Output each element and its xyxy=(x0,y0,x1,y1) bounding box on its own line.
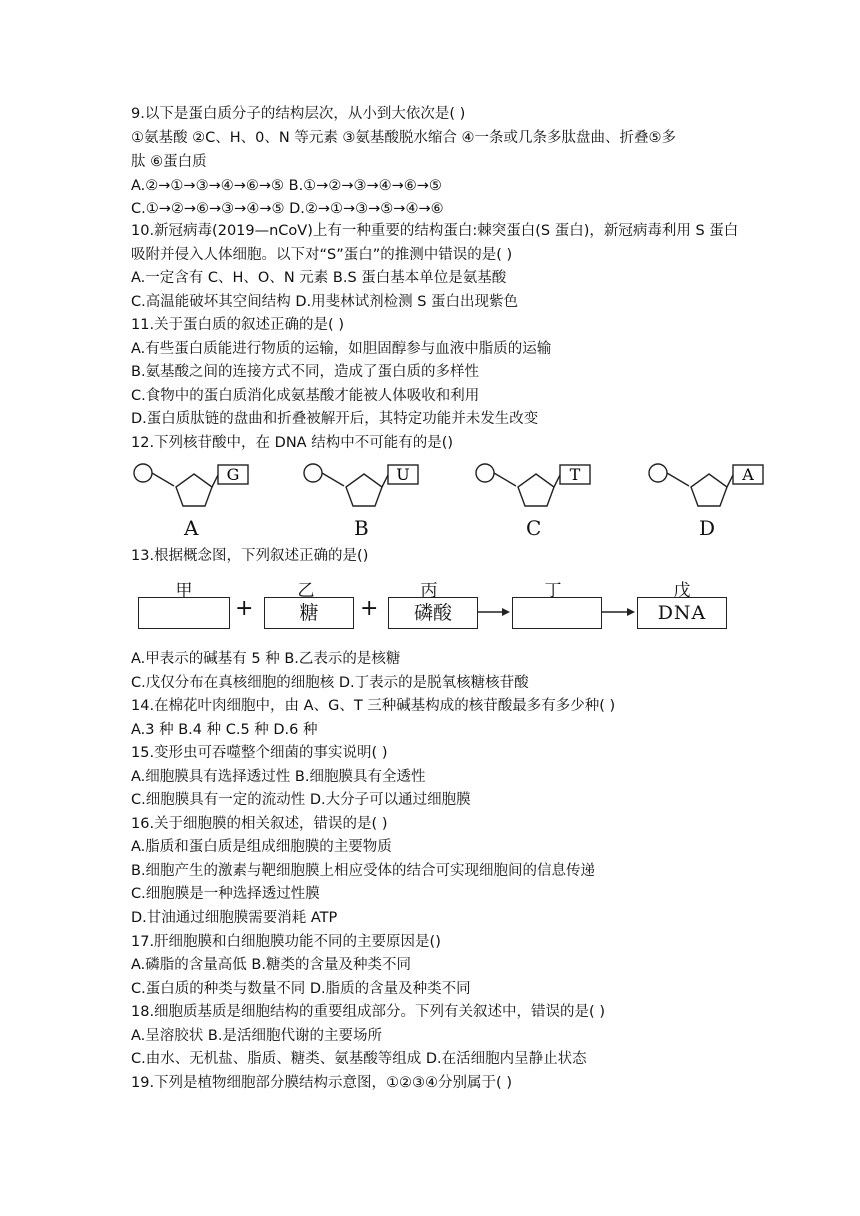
line-q12: 12.下列核苷酸中，在 DNA 结构中不可能有的是() xyxy=(131,435,454,451)
nucleotide-c-label: C xyxy=(526,516,542,540)
concept-header-wu: 戊 xyxy=(673,581,691,601)
line-q11: 11.关于蛋白质的叙述正确的是( ) xyxy=(131,317,344,333)
concept-header-jia: 甲 xyxy=(175,581,193,601)
concept-header-bing: 丙 xyxy=(420,581,438,601)
line-q15: 15.变形虫可吞噬整个细菌的事实说明( ) xyxy=(131,745,388,761)
line-q9-items: ①氨基酸 ②C、H、0、N 等元素 ③氨基酸脱水缩合 ④一条或几条多肽盘曲、折叠⑤多 xyxy=(131,130,677,146)
line-q13-options-cd: C.戊仅分布在真核细胞的细胞核 D.丁表示的是脱氧核糖核苷酸 xyxy=(131,675,529,691)
line-q10-options-cd: C.高温能破坏其空间结构 D.用斐林试剂检测 S 蛋白出现紫色 xyxy=(131,294,519,310)
nucleotide-a xyxy=(128,458,258,542)
line-q9-options-ab: A.②→①→③→④→⑥→⑤ B.①→②→③→④→⑥→⑤ xyxy=(131,178,442,194)
arrow-head-1 xyxy=(502,608,510,616)
line-q18: 18.细胞质基质是细胞结构的重要组成部分。下列有关叙述中，错误的是( ) xyxy=(131,1004,605,1020)
line-q10: 10.新冠病毒(2019—nCoV)上有一种重要的结构蛋白:棘突蛋白(S 蛋白)，新冠病毒利用 S 蛋白 xyxy=(131,223,739,239)
line-q10-cont: 吸附并侵入人体细胞。以下对“S”蛋白”的推测中错误的是( ) xyxy=(131,247,513,263)
concept-header-ding: 丁 xyxy=(544,581,562,601)
line-q17-options-cd: C.蛋白质的种类与数量不同 D.脂质的含量及种类不同 xyxy=(131,981,471,997)
line-q14-options: A.3 种 B.4 种 C.5 种 D.6 种 xyxy=(131,722,318,738)
concept-box-yi: 糖 xyxy=(264,597,354,629)
nucleotide-a-label: A xyxy=(184,516,199,540)
line-q9-options-cd: C.①→②→⑥→③→④→⑤ D.②→①→③→⑤→④→⑥ xyxy=(131,201,444,217)
nucleotide-b-base: U xyxy=(396,465,410,484)
line-q10-options-ab: A.一定含有 C、H、O、N 元素 B.S 蛋白基本单位是氨基酸 xyxy=(131,270,507,286)
line-q9-items-cont: 肽 ⑥蛋白质 xyxy=(131,154,207,170)
nucleotide-d-base: A xyxy=(742,465,754,484)
plus-sign-1: + xyxy=(235,596,254,621)
line-q16-option-c: C.细胞膜是一种选择透过性膜 xyxy=(131,886,320,902)
line-q13: 13.根据概念图，下列叙述正确的是() xyxy=(131,548,369,564)
line-q19: 19.下列是植物细胞部分膜结构示意图，①②③④分别属于( ) xyxy=(131,1075,512,1091)
nucleotide-d-structure xyxy=(643,458,773,518)
nucleotide-b-label: B xyxy=(354,516,369,540)
line-q9: 9.以下是蛋白质分子的结构层次，从小到大依次是( ) xyxy=(131,106,466,122)
line-q13-options-ab: A.甲表示的碱基有 5 种 B.乙表示的是核糖 xyxy=(131,651,401,667)
line-q11-option-a: A.有些蛋白质能进行物质的运输，如胆固醇参与血液中脂质的运输 xyxy=(131,341,552,357)
plus-sign-2: + xyxy=(360,596,379,621)
concept-box-bing: 磷酸 xyxy=(388,597,478,629)
nucleotide-figure xyxy=(128,458,768,542)
line-q17: 17.肝细胞膜和白细胞膜功能不同的主要原因是() xyxy=(131,934,441,950)
concept-header-yi: 乙 xyxy=(297,581,315,601)
nucleotide-c-base: T xyxy=(569,465,581,484)
nucleotide-c xyxy=(470,458,600,542)
line-q17-options-ab: A.磷脂的含量高低 B.糖类的含量及种类不同 xyxy=(131,957,411,973)
line-q16-option-b: B.细胞产生的激素与靶细胞膜上相应受体的结合可实现细胞间的信息传递 xyxy=(131,863,596,879)
nucleotide-d xyxy=(643,458,773,542)
nucleotide-c-structure xyxy=(470,458,600,518)
line-q16-option-d: D.甘油通过细胞膜需要消耗 ATP xyxy=(131,910,338,926)
nucleotide-a-structure xyxy=(128,458,258,518)
line-q11-option-d: D.蛋白质肽链的盘曲和折叠被解开后，其特定功能并未发生改变 xyxy=(131,411,539,427)
line-q18-options-ab: A.呈溶胶状 B.是活细胞代谢的主要场所 xyxy=(131,1028,382,1044)
nucleotide-a-base: G xyxy=(226,465,240,484)
line-q11-option-b: B.氨基酸之间的连接方式不同，造成了蛋白质的多样性 xyxy=(131,364,480,380)
line-q16: 16.关于细胞膜的相关叙述，错误的是( ) xyxy=(131,816,388,832)
line-q16-option-a: A.脂质和蛋白质是组成细胞膜的主要物质 xyxy=(131,839,392,855)
nucleotide-b xyxy=(298,458,428,542)
arrow-head-2 xyxy=(627,608,635,616)
line-q15-options-cd: C.细胞膜具有一定的流动性 D.大分子可以通过细胞膜 xyxy=(131,792,471,808)
concept-box-wu: DNA xyxy=(637,597,727,629)
line-q18-options-cd: C.由水、无机盐、脂质、糖类、氨基酸等组成 D.在活细胞内呈静止状态 xyxy=(131,1051,587,1067)
nucleotide-d-label: D xyxy=(699,516,716,540)
line-q15-options-ab: A.细胞膜具有选择透过性 B.细胞膜具有全透性 xyxy=(131,769,426,785)
concept-arrows xyxy=(136,576,736,632)
line-q11-option-c: C.食物中的蛋白质消化成氨基酸才能被人体吸收和利用 xyxy=(131,388,480,404)
concept-map xyxy=(136,576,736,632)
line-q14: 14.在棉花叶肉细胞中，由 A、G、T 三种碱基构成的核苷酸最多有多少种( ) xyxy=(131,698,616,714)
nucleotide-b-structure xyxy=(298,458,428,518)
